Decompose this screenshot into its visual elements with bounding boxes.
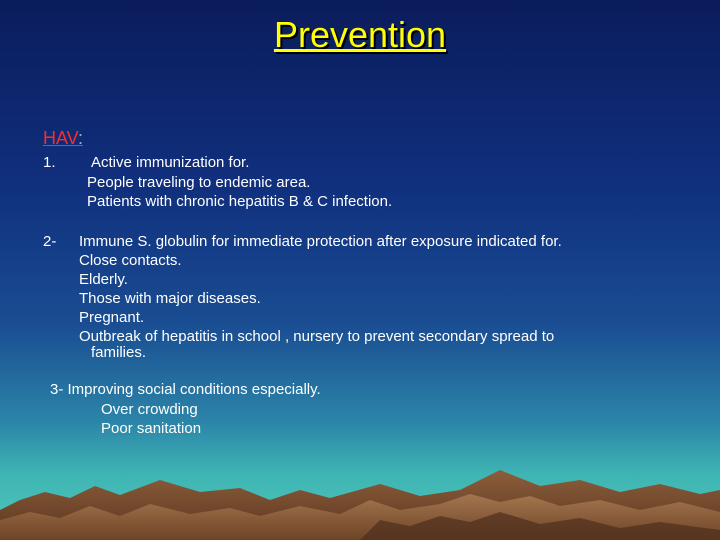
section-heading-text: HAV: [43, 128, 79, 148]
item1-marker: 1.: [43, 154, 56, 171]
item3-subitem: Poor sanitation: [101, 420, 202, 437]
item3-text: 3- Improving social conditions especially.: [50, 381, 321, 398]
slide-title: Prevention: [273, 14, 447, 55]
item2-text: Immune S. globulin for immediate protection after exposure indicated for.: [79, 233, 562, 250]
item2-subitem: Those with major diseases.: [79, 290, 261, 307]
item2-marker: 2-: [43, 233, 57, 250]
section-heading-colon: :: [78, 128, 84, 148]
item2-subitem: Pregnant.: [79, 309, 145, 326]
item2-subitem: Close contacts.: [79, 252, 182, 269]
item1-subitem: Patients with chronic hepatitis B & C infection.: [87, 193, 393, 210]
item2-subitem: Elderly.: [79, 271, 128, 288]
item1-text: Active immunization for.: [91, 154, 250, 171]
item3-subitem: Over crowding: [101, 401, 198, 418]
item2-subitem: families.: [91, 344, 147, 361]
item1-subitem: People traveling to endemic area.: [87, 174, 311, 191]
section-heading: [43, 128, 83, 149]
item2-subitem: Outbreak of hepatitis in school , nursery to prevent secondary spread to: [79, 328, 555, 345]
mountain-range-image: [0, 440, 720, 540]
